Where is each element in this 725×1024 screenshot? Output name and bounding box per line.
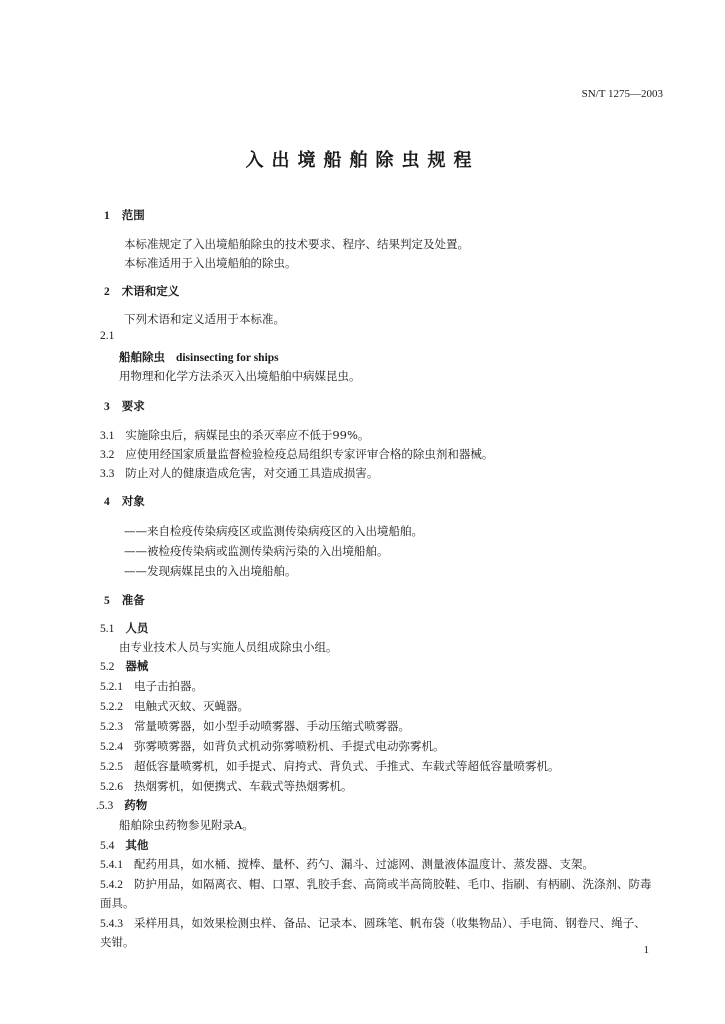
paragraph: 由专业技术人员与实施人员组成除虫小组。 [119, 640, 338, 654]
paragraph: 本标准规定了入出境船舶除虫的技术要求、程序、结果判定及处置。 [124, 237, 469, 251]
term-chinese: 船舶除虫 [119, 350, 165, 364]
clause-number: 3.3 [100, 468, 115, 480]
list-item [100, 427, 369, 443]
section-1-heading [104, 207, 145, 223]
section-4-heading [104, 493, 145, 509]
clause-number: 5.2.2 [100, 701, 123, 713]
clause-number: 5.4 [100, 840, 115, 852]
list-item [100, 758, 559, 774]
clause-text: 配药用具，如水桶、搅棒、量杯、药勺、漏斗、过滤网、测量液体温度计、蒸发器、支架。 [133, 857, 594, 871]
clause-text: 防护用品，如隔离衣、帽、口罩、乳胶手套、高筒或半高筒胶鞋、毛巾、指刷、有柄刷、洗涤剂、防毒 [133, 877, 652, 891]
section-5-heading [104, 592, 145, 608]
page-number: 1 [643, 944, 649, 956]
clause-number: 5.2.4 [100, 741, 123, 753]
list-item: ——被检疫传染病或监测传染病污染的入出境船舶。 [124, 544, 389, 558]
clause-text: 常量喷雾器，如小型手动喷雾器、手动压缩式喷雾器。 [133, 719, 410, 733]
section-number: 4 [104, 496, 110, 508]
list-item-continuation: 面具。 [100, 896, 135, 910]
clause-number: 5.4.1 [100, 859, 123, 871]
section-3-heading [104, 398, 145, 414]
clause-number: 5.4.2 [100, 879, 123, 891]
term-english: disinsecting for ships [175, 352, 279, 364]
section-title: 范围 [121, 208, 145, 222]
paragraph: 船舶除虫药物参见附录A。 [119, 818, 254, 832]
clause-number: .5.3 [96, 800, 114, 812]
list-item [100, 915, 646, 931]
section-2-heading [104, 283, 179, 299]
list-item [100, 718, 410, 734]
clause-number: 2.1 [100, 330, 115, 342]
clause-text: 热烟雾机，如便携式、车载式等热烟雾机。 [133, 779, 353, 793]
list-item [100, 446, 493, 462]
list-item [100, 738, 444, 754]
paragraph: 下列术语和定义适用于本标准。 [124, 312, 285, 326]
paragraph: 本标准适用于入出境船舶的除虫。 [124, 256, 297, 270]
clause-text: 应使用经国家质量监督检验检疫总局组织专家评审合格的除虫剂和器械。 [125, 447, 494, 461]
list-item [100, 778, 352, 794]
subsection-title: 人员 [125, 621, 149, 635]
subsection-title: 器械 [125, 659, 149, 673]
clause-text: 实施除虫后，病媒昆虫的杀灭率应不低于99%。 [125, 428, 370, 442]
clause-number: 3.1 [100, 430, 115, 442]
subsection-heading [100, 658, 148, 674]
section-number: 5 [104, 595, 110, 607]
clause-number: 5.4.3 [100, 918, 123, 930]
clause-number: 5.2.3 [100, 721, 123, 733]
section-title: 术语和定义 [121, 284, 180, 298]
subsection-title: 药物 [124, 798, 148, 812]
subsection-heading [100, 837, 148, 853]
section-number: 3 [104, 401, 110, 413]
term-definition: 用物理和化学方法杀灭入出境船舶中病媒昆虫。 [119, 369, 361, 383]
clause-text: 超低容量喷雾机，如手提式、肩挎式、背负式、手推式、车载式等超低容量喷雾机。 [133, 759, 560, 773]
section-title: 要求 [121, 399, 145, 413]
clause-text: 电触式灭蚊、灭蝇器。 [133, 699, 249, 713]
section-number: 1 [104, 210, 110, 222]
term-entry [119, 349, 279, 365]
list-item [100, 465, 378, 481]
list-item [100, 856, 594, 872]
list-item [100, 678, 203, 694]
clause-number: 5.2.1 [100, 681, 123, 693]
list-item-continuation: 夹钳。 [100, 935, 135, 949]
clause-number: 5.2.6 [100, 781, 123, 793]
clause-number: 5.2 [100, 661, 115, 673]
clause-number: 5.1 [100, 623, 115, 635]
clause-text: 防止对人的健康造成危害，对交通工具造成损害。 [125, 466, 379, 480]
list-item: ——来自检疫传染病疫区或监测传染病疫区的入出境船舶。 [124, 524, 423, 538]
clause-number: 5.2.5 [100, 761, 123, 773]
standard-code: SN/T 1275—2003 [581, 88, 663, 100]
clause-number: 3.2 [100, 449, 115, 461]
section-number: 2 [104, 286, 110, 298]
subsection-heading [100, 620, 148, 636]
list-item: ——发现病媒昆虫的入出境船舶。 [124, 564, 297, 578]
clause-text: 弥雾喷雾器，如背负式机动弥雾喷粉机、手提式电动弥雾机。 [133, 739, 445, 753]
section-title: 准备 [121, 593, 145, 607]
list-item [100, 698, 249, 714]
list-item [100, 876, 651, 892]
clause-text: 采样用具，如效果检测虫样、备品、记录本、圆珠笔、帆布袋（收集物品）、手电筒、钢卷尺、绳子、 [133, 916, 646, 930]
section-title: 对象 [121, 494, 145, 508]
subsection-title: 其他 [125, 838, 149, 852]
clause-text: 电子击拍器。 [133, 679, 203, 693]
page-title: 入出境船舶除虫规程 [245, 150, 480, 171]
subsection-heading [96, 797, 147, 813]
